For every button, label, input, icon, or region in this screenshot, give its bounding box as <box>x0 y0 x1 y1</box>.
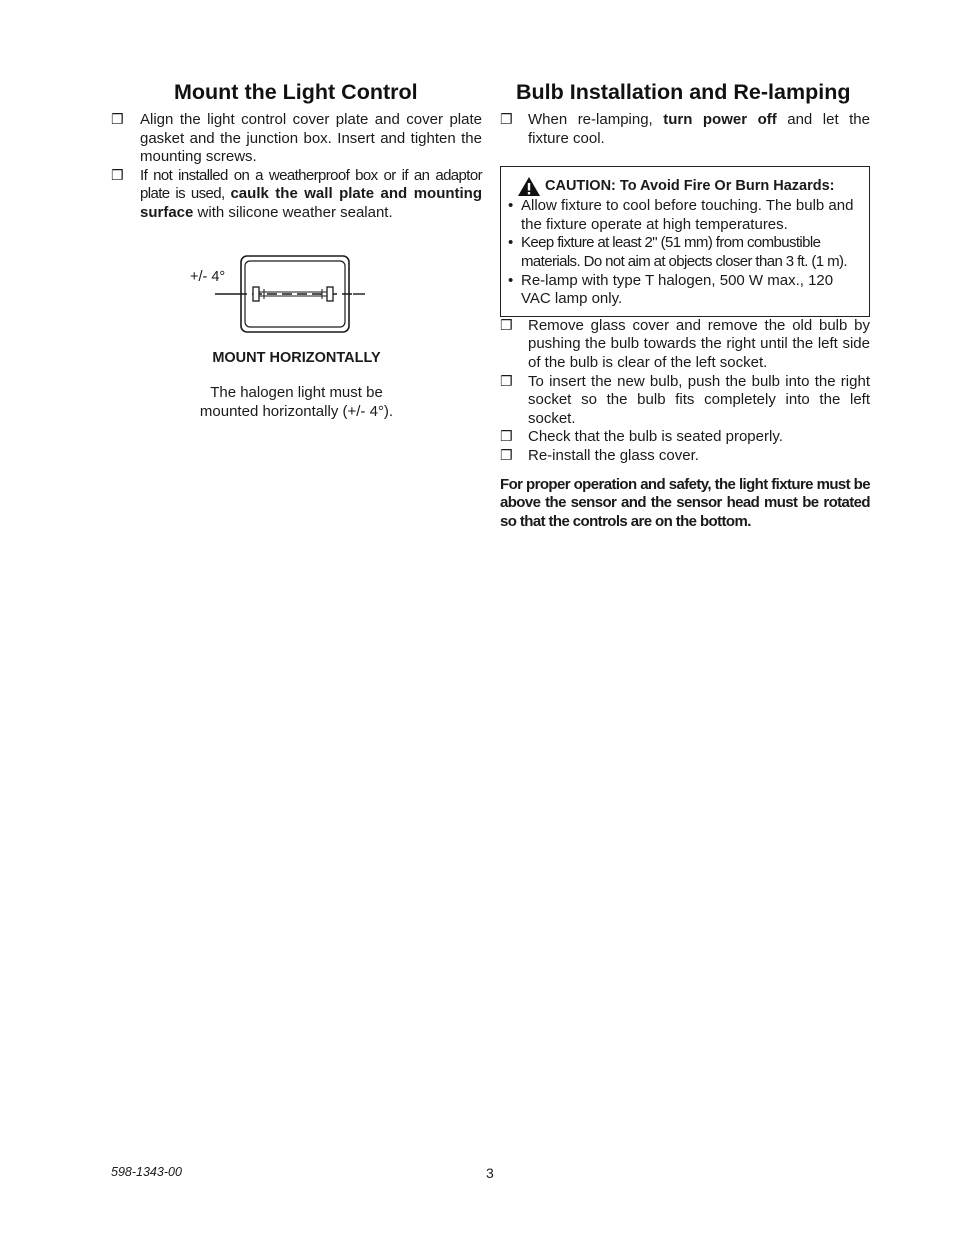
list-item: • Re-lamp with type T halogen, 500 W max., 120 VAC lamp only. <box>508 272 863 309</box>
step-text: Re-install the glass cover. <box>528 446 699 464</box>
figure-note-line-1: The halogen light must be <box>210 384 383 402</box>
figure-note-line-2: mounted horizontally (+/- 4°). <box>199 402 394 420</box>
angle-label: +/- 4° <box>190 268 226 285</box>
step-text: Remove glass cover and remove the old bulb by pushing the bulb towards the right until the left side of the bulb is clear of the left socket. <box>528 316 870 371</box>
step-text: Check that the bulb is seated properly. <box>528 428 783 446</box>
caution-bullets <box>508 197 863 309</box>
mount-steps-list <box>111 111 482 223</box>
list-item <box>500 373 870 429</box>
mount-step-2-bold: caulk the wall plate and mounting surface <box>140 185 483 221</box>
list-item: • Allow fixture to cool before touching. The bulb and the fixture operate at high temperatures. <box>508 197 863 234</box>
bulb-installation-section <box>500 78 870 531</box>
checkbox-bullet-icon: ❒ <box>111 167 124 184</box>
caution-box <box>500 166 870 317</box>
checkbox-bullet-icon: ❒ <box>500 447 513 464</box>
safety-note: For proper operation and safety, the light fixture must be above the sensor and the sensor head must be rotated so that the controls are on the bottom. <box>500 475 870 530</box>
step-text: To insert the new bulb, push the bulb into the right socket so the bulb fits completely into the left socket. <box>528 372 870 427</box>
intro-pre: When re-lamping, <box>528 111 664 128</box>
checkbox-bullet-icon: ❒ <box>500 373 513 390</box>
figure-caption: MOUNT HORIZONTALLY <box>212 349 381 366</box>
mount-light-control-section <box>111 78 482 421</box>
checkbox-bullet-icon: ❒ <box>500 429 513 446</box>
checkbox-bullet-icon: ❒ <box>500 112 513 128</box>
figure-note <box>111 384 482 421</box>
list-item <box>111 111 482 167</box>
intro-bold: turn power off <box>663 111 777 128</box>
relamp-steps-list <box>500 317 870 466</box>
list-item <box>500 447 870 466</box>
relamp-intro-list <box>500 111 870 148</box>
bulb-heading: Bulb Installation and Re-lamping <box>516 80 851 104</box>
list-item <box>500 111 870 148</box>
checkbox-bullet-icon: ❒ <box>500 317 513 334</box>
list-item <box>111 167 482 223</box>
list-item: • Keep fixture at least 2" (51 mm) from combustible materials. Do not aim at objects closer than 3 ft. (1 m). <box>508 234 863 271</box>
list-item <box>500 428 870 447</box>
document-number: 598-1343-00 <box>111 1165 182 1179</box>
intro-post: and let the fixture cool. <box>528 111 870 147</box>
caution-title-row <box>508 175 863 197</box>
warning-triangle-icon <box>517 176 541 197</box>
fixture-diagram-icon <box>215 255 375 335</box>
list-item <box>500 317 870 373</box>
mount-step-2-post: with silicone weather sealant. <box>193 203 393 221</box>
mount-step-2-pre: If not installed on a weatherproof box or if an adaptor plate is used, <box>140 166 482 203</box>
checkbox-bullet-icon: ❒ <box>111 112 124 128</box>
mount-heading: Mount the Light Control <box>174 80 418 104</box>
page-number: 3 <box>486 1165 494 1181</box>
caution-title: CAUTION: To Avoid Fire Or Burn Hazards: <box>545 177 835 194</box>
mount-step-1-text: Align the light control cover plate and cover plate gasket and the junction box. Insert and tighten the mounting screws. <box>140 111 482 166</box>
mount-horizontal-figure <box>111 255 482 335</box>
